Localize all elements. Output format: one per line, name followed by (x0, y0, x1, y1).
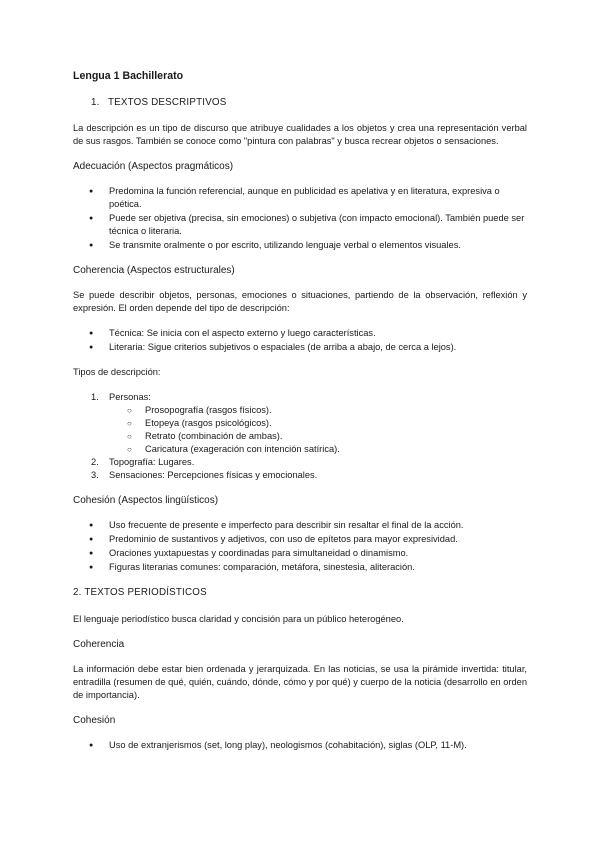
adecuacion-heading: Adecuación (Aspectos pragmáticos) (73, 161, 234, 172)
adecuacion-list (73, 185, 527, 252)
tipos-list (73, 391, 527, 482)
coherencia-heading: Coherencia (Aspectos estructurales) (73, 265, 235, 276)
personas-sublist (109, 404, 527, 456)
list-number: 1. (91, 392, 99, 402)
section-2-heading: 2. TEXTOS PERIODÍSTICOS (73, 587, 207, 598)
list-item: ● Se transmite oralmente o por escrito, utilizando lenguaje verbal o elementos visuales. (73, 239, 527, 252)
list-number: 3. (91, 470, 99, 480)
list-item: ● Predominio de sustantivos y adjetivos, con uso de epítetos para mayor expresividad. (73, 533, 527, 546)
section-1-number: 1. (91, 97, 100, 108)
section-2-coherencia-heading: Coherencia (73, 639, 125, 650)
section-2-intro: El lenguaje periodístico busca claridad y concisión para un público heterogéneo. (73, 614, 404, 624)
section-1-heading (91, 96, 527, 109)
list-item-label: Sensaciones: Percepciones físicas y emocionales. (109, 470, 318, 480)
tipos-heading: Tipos de descripción: (73, 367, 161, 377)
sublist-item: ○ Etopeya (rasgos psicológicos). (73, 417, 527, 430)
list-item: ● Uso de extranjerismos (set, long play), neologismos (cohabitación), siglas (OLP, 11-M). (73, 739, 527, 752)
coherencia-list (73, 327, 527, 354)
list-number: 2. (91, 457, 99, 467)
document-page (73, 70, 527, 764)
list-item: ● Técnica: Se inicia con el aspecto externo y luego características. (73, 327, 527, 340)
document-title: Lengua 1 Bachillerato (73, 70, 184, 82)
sublist-item: ○ Prosopografía (rasgos físicos). (73, 404, 527, 417)
sublist-item: ○ Caricatura (exageración con intención satírica). (73, 443, 527, 456)
section-2-cohesion-list (73, 739, 527, 752)
list-item: ● Uso frecuente de presente e imperfecto para describir sin resaltar el final de la acción. (73, 519, 527, 532)
list-item (73, 456, 527, 469)
list-item: ● Figuras literarias comunes: comparación, metáfora, sinestesia, aliteración. (73, 561, 527, 574)
list-item: ● Puede ser objetiva (precisa, sin emociones) o subjetiva (con impacto emocional). También puede ser técnica o literaria. (73, 212, 527, 238)
coherencia-text: Se puede describir objetos, personas, emociones o situaciones, partiendo de la observación, reflexión y expresión. El orden depende del tipo de descripción: (73, 290, 527, 313)
cohesion-heading: Cohesión (Aspectos lingüísticos) (73, 495, 219, 506)
list-item (73, 469, 527, 482)
list-item: ● Literaria: Sigue criterios subjetivos o espaciales (de arriba a abajo, de cerca a lejos). (73, 341, 527, 354)
section-1-heading-text: TEXTOS DESCRIPTIVOS (108, 97, 227, 108)
section-1-intro: La descripción es un tipo de discurso que atribuye cualidades a los objetos y crea una representación verbal de sus rasgos. También se conoce como "pintura con palabras" y busca recrear objetos o sensaciones. (73, 123, 527, 146)
list-item (73, 391, 527, 456)
section-2-cohesion-heading: Cohesión (73, 715, 116, 726)
list-item: ● Predomina la función referencial, aunque en publicidad es apelativa y en literatura, expresiva o poética. (73, 185, 527, 211)
list-item: ● Oraciones yuxtapuestas y coordinadas para simultaneidad o dinamismo. (73, 547, 527, 560)
section-2-coherencia-text: La información debe estar bien ordenada y jerarquizada. En las noticias, se usa la pirámide invertida: titular, entradilla (resumen de qué, quién, cuándo, dónde, cómo y por qué) y cuerpo de la noticia (desarrollo en orden de importancia). (73, 664, 527, 700)
sublist-item: ○ Retrato (combinación de ambas). (73, 430, 527, 443)
list-item-label: Topografía: Lugares. (109, 457, 195, 467)
list-item-label: Personas: (109, 392, 151, 402)
cohesion-list (73, 519, 527, 574)
